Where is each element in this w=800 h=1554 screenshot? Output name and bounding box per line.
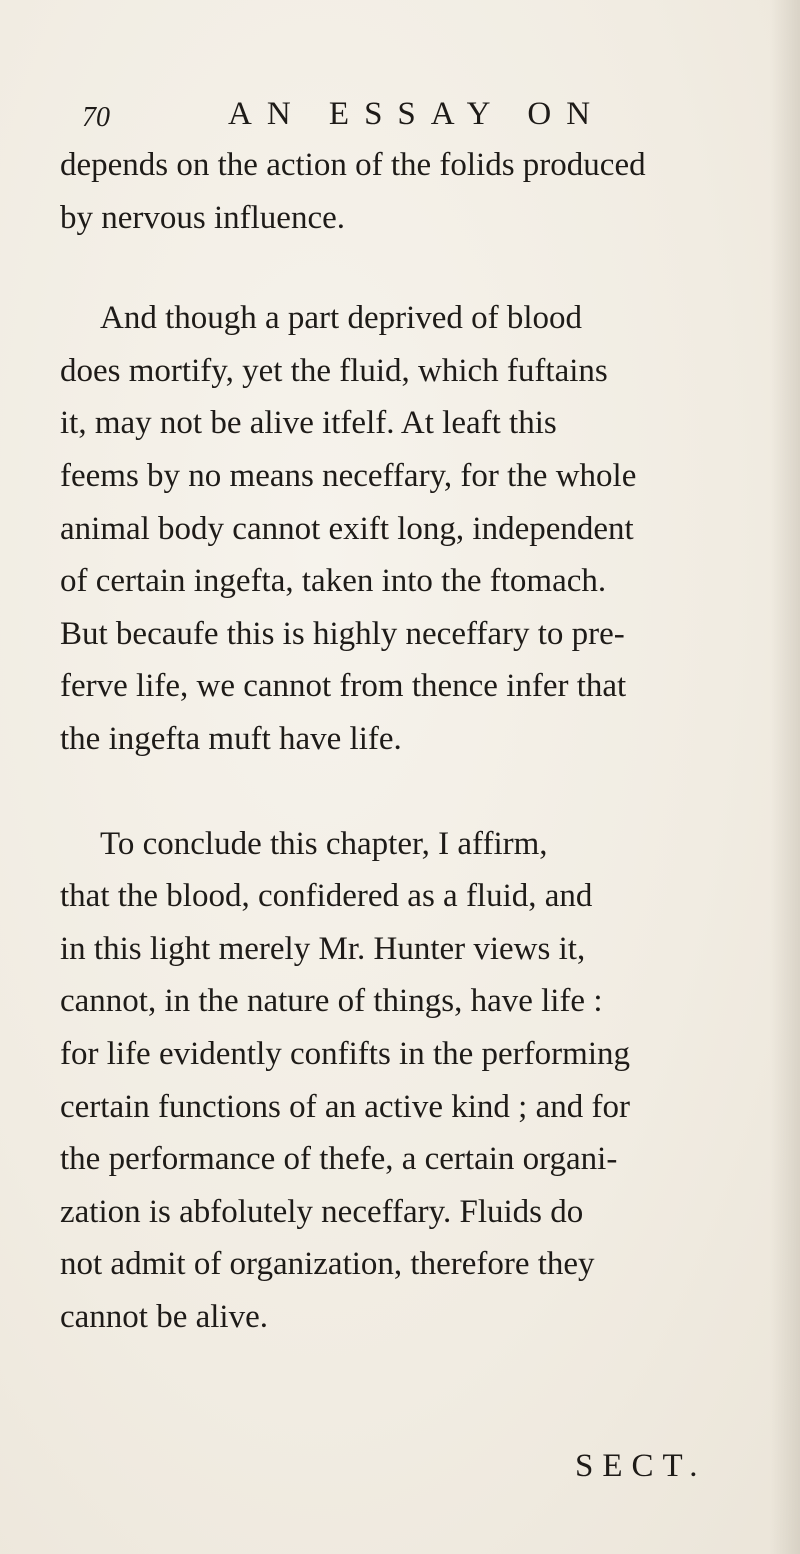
text-line: depends on the action of the folids produced [60,147,646,183]
text-line: But becaufe this is highly neceffary to pre- [60,615,625,652]
page-number: 70 [82,102,110,133]
paragraph-1 [60,139,746,244]
text-line: for life evidently confifts in the performing [60,1035,630,1072]
running-head: AN ESSAY ON [228,96,606,132]
text-line: cannot, in the nature of things, have life : [60,983,603,1020]
paragraph-2 [60,292,746,765]
paragraph-3 [60,818,746,1344]
catchword: SECT. [575,1448,707,1484]
text-line: not admit of organization, therefore they [60,1246,595,1283]
text-line: And though a part deprived of blood [100,300,583,337]
paragraph-spacer [60,766,746,818]
text-line: feems by no means neceffary, for the whole [60,457,637,494]
text-line: the ingefta muft have life. [60,720,402,757]
text-line: animal body cannot exift long, independent [60,510,634,547]
text-line: by nervous influence. [60,199,345,236]
text-line: the performance of thefe, a certain organi- [60,1141,618,1178]
paragraph-spacer [60,244,746,292]
text-line: in this light merely Mr. Hunter views it, [60,930,586,967]
text-line: it, may not be alive itfelf. At leaft this [60,405,557,442]
text-line: does mortify, yet the fluid, which fuftains [60,352,608,389]
page-header [82,96,722,140]
text-line: To conclude this chapter, I affirm, [100,825,548,862]
text-line: cannot be alive. [60,1298,268,1335]
text-line: certain functions of an active kind ; and for [60,1088,630,1125]
text-line: of certain ingefta, taken into the ftomach. [60,563,607,600]
text-line: ferve life, we cannot from thence infer that [60,668,627,705]
body-text [60,139,746,1343]
text-line: that the blood, confidered as a fluid, and [60,878,593,915]
page-edge-shadow [770,0,800,1554]
text-line: zation is abfolutely neceffary. Fluids do [60,1193,584,1230]
